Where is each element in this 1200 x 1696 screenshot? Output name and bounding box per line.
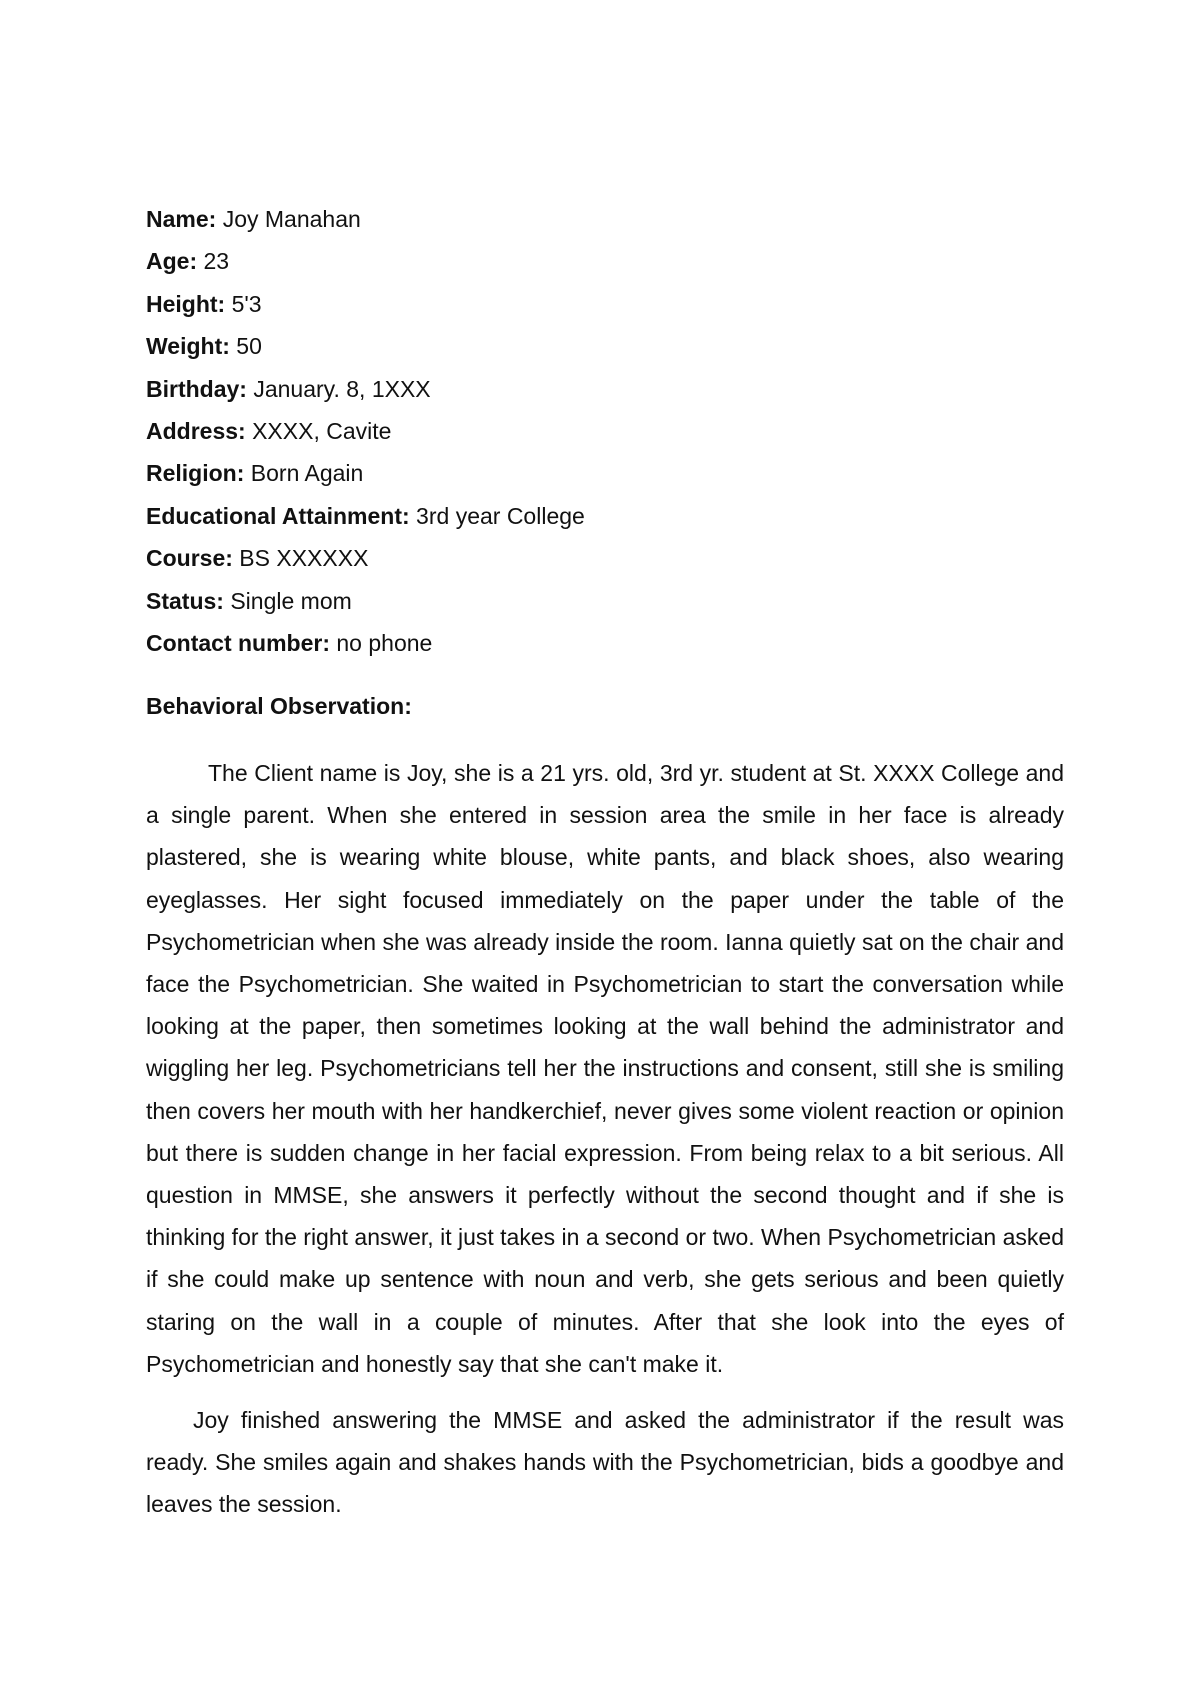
info-row-contact-number <box>146 622 1066 664</box>
info-value: Joy Manahan <box>216 206 361 232</box>
info-value: XXXX, Cavite <box>245 417 392 444</box>
info-row-weight <box>146 325 1066 367</box>
info-row-address <box>146 410 1066 452</box>
info-value: January. 8, 1XXX <box>246 375 431 402</box>
info-label: Status: <box>146 587 224 614</box>
info-row-educational-attainment <box>146 495 1066 537</box>
client-info-list <box>146 198 1066 664</box>
info-label: Course: <box>146 545 233 572</box>
info-label: Religion: <box>146 460 245 487</box>
info-label: Name: <box>146 206 217 232</box>
info-value: 3rd year College <box>409 502 585 529</box>
info-label: Educational Attainment: <box>146 502 410 529</box>
info-label: Address: <box>146 417 246 444</box>
info-value: 5'3 <box>225 290 262 317</box>
info-row-age <box>146 240 1066 282</box>
observation-paragraph-2: Joy finished answering the MMSE and asked the administrator if the result was ready. She smiles again and shakes hands with the Psychometrician, bids a goodbye and leaves the session. <box>146 1407 1064 1518</box>
info-row-name <box>146 198 1066 240</box>
observation-paragraph-1: The Client name is Joy, she is a 21 yrs. old, 3rd yr. student at St. XXXX College and a single parent. When she entered in session area the smile in her face is already plastered, she is wearing white blouse, white pants, and black shoes, also wearing eyeglasses. Her sight focused immediately on the paper under the table of the Psychometrician when she was already inside the room. Ianna quietly sat on the chair and face the Psychometrician. She waited in Psychometrician to start the conversation while looking at the paper, then sometimes looking at the wall behind the administrator and wiggling her leg. Psychometricians tell her the instructions and consent, still she is smiling then covers her mouth with her handkerchief, never gives some violent reaction or opinion but there is sudden change in her facial expression. From being relax to a bit serious. All question in MMSE, she answers it perfectly without the second thought and if she is thinking for the right answer, it just takes in a second or two. When Psychometrician asked if she could make up sentence with noun and verb, she gets serious and been quietly staring on the wall in a couple of minutes. After that she look into the eyes of Psychometrician and honestly say that she can't make it. <box>146 760 1064 1377</box>
info-value: 50 <box>229 333 262 360</box>
behavioral-observation-heading: Behavioral Observation: <box>146 693 412 719</box>
info-value: no phone <box>330 629 433 656</box>
info-value: Born Again <box>244 460 364 487</box>
info-row-birthday <box>146 368 1066 410</box>
info-label: Weight: <box>146 333 230 360</box>
info-label: Height: <box>146 290 226 317</box>
info-row-religion <box>146 452 1066 494</box>
info-row-course <box>146 537 1066 579</box>
info-value: 23 <box>197 248 230 275</box>
info-value: BS XXXXXX <box>232 545 369 572</box>
info-label: Birthday: <box>146 375 247 402</box>
info-row-height <box>146 283 1066 325</box>
info-value: Single mom <box>223 587 352 614</box>
info-label: Contact number: <box>146 629 330 656</box>
info-row-status <box>146 580 1066 622</box>
info-label: Age: <box>146 248 198 275</box>
